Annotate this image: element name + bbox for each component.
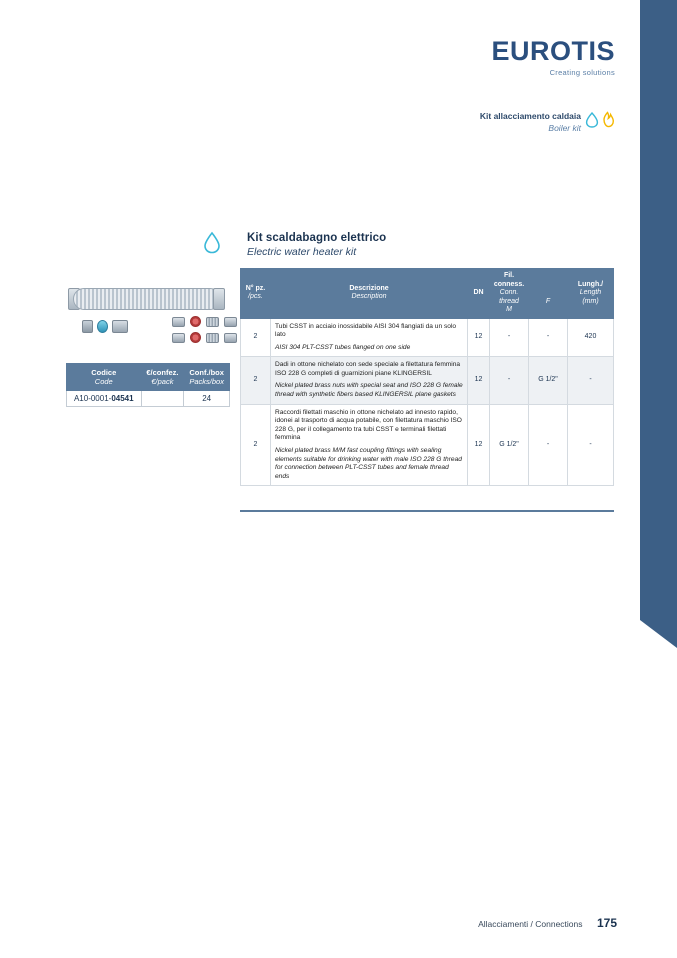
code-table-th-packs-en: Packs/box	[189, 377, 224, 386]
table-row	[241, 404, 614, 486]
product-title	[247, 232, 386, 258]
family-heading	[480, 110, 581, 134]
fitting-icon	[172, 333, 185, 343]
section-tab-label-it: Allacciamenti	[649, 712, 659, 770]
code-table-th-code-en: Code	[94, 377, 113, 386]
water-drop-icon	[587, 113, 598, 127]
spec-th-pcs-it: N° pz.	[245, 284, 266, 292]
fitting-icon	[206, 317, 219, 327]
spec-th-thread-f-spacer2	[531, 289, 565, 298]
spec-desc-en: Nickel plated brass nuts with special seat and ISO 228 G female thread with synthetic fibers based KLINGERSIL plane gaskets	[275, 382, 463, 399]
price-cell	[141, 391, 184, 407]
part-icon	[112, 320, 128, 333]
table-row	[241, 318, 614, 357]
code-table-header-row	[67, 364, 230, 391]
product-photo-small-parts	[82, 320, 128, 333]
spec-cell-thread-m: -	[490, 318, 529, 357]
spec-cell-thread-f: -	[529, 404, 568, 486]
spec-cell-dn: 12	[468, 318, 490, 357]
gas-flame-icon	[604, 113, 613, 127]
spec-cell-dn: 12	[468, 357, 490, 404]
fitting-seal-icon	[190, 316, 201, 327]
spec-cell-description	[271, 404, 468, 486]
spec-th-dn-label: DN	[473, 289, 484, 296]
product-title-en: Electric water heater kit	[247, 246, 357, 258]
family-icon-group	[583, 110, 617, 130]
brand-name: EUROTIS	[491, 36, 615, 66]
part-icon	[97, 320, 108, 333]
spec-th-thread-it: Fil. conness.	[493, 272, 525, 288]
product-title-it: Kit scaldabagno elettrico	[247, 232, 387, 244]
spec-th-pcs	[241, 269, 271, 319]
spec-th-thread-f	[529, 269, 568, 319]
page-footer	[0, 914, 677, 932]
packs-cell: 24	[184, 391, 230, 407]
spec-cell-length: 420	[568, 318, 614, 357]
table-row	[67, 391, 230, 407]
fitting-icon	[224, 317, 237, 327]
footer-section-label: Allacciamenti / Connections	[478, 919, 583, 929]
code-table-th-code	[67, 364, 142, 391]
spec-cell-thread-f: G 1/2"	[529, 357, 568, 404]
spec-table	[240, 268, 614, 486]
spec-cell-thread-m: -	[490, 357, 529, 404]
spec-cell-length: -	[568, 357, 614, 404]
spec-desc-en: AISI 304 PLT-CSST tubes flanged on one side	[275, 343, 411, 351]
fitting-row	[172, 316, 237, 327]
spec-th-length-it: Lungh./	[577, 280, 604, 288]
spec-cell-length: -	[568, 404, 614, 486]
fitting-icon	[224, 333, 237, 343]
spec-cell-thread-f: -	[529, 318, 568, 357]
code-table-th-price-it: €/confez.	[146, 368, 179, 377]
spec-th-dn	[468, 269, 490, 319]
spec-desc-en: Nickel plated brass M/M fast coupling fittings with sealing elements suitable for drinking water with male ISO 228 G thread for connection between PLT-CSST tubes and female thread ends	[275, 447, 462, 480]
product-photo-fittings	[172, 316, 237, 343]
spec-cell-description	[271, 318, 468, 357]
code-prefix: A10-0001-	[73, 394, 112, 403]
spec-th-thread-f-label: F	[545, 297, 551, 305]
code-table	[66, 363, 230, 407]
spec-th-description-it: Descrizione	[349, 284, 389, 292]
spec-cell-dn: 12	[468, 404, 490, 486]
section-tab-label	[649, 610, 671, 770]
brand-logo	[491, 38, 615, 77]
section-tab-label-en: / Connections	[660, 715, 670, 770]
spec-desc-it: Dadi in ottone nichelato con sede speciale a filettatura femmina ISO 228 G completi di guarnizioni piane KLINGERSIL	[275, 361, 461, 377]
spec-th-length-unit: (mm)	[582, 297, 599, 305]
section-tab	[640, 0, 677, 770]
spec-th-description	[271, 269, 468, 319]
code-cell	[67, 391, 142, 407]
spec-th-thread-m: M	[506, 306, 512, 313]
spec-cell-pcs: 2	[241, 404, 271, 486]
code-table-th-code-it: Codice	[91, 368, 117, 377]
table-row	[241, 357, 614, 404]
family-icons	[583, 110, 617, 130]
water-drop-icon	[202, 231, 222, 255]
product-photo-hose	[73, 288, 221, 310]
fitting-icon	[172, 317, 185, 327]
spec-cell-thread-m: G 1/2"	[490, 404, 529, 486]
product-icon	[202, 231, 222, 260]
brand-tagline: Creating solutions	[549, 68, 615, 77]
spec-th-pcs-en: /pcs.	[248, 293, 263, 301]
family-heading-en: Boiler kit	[548, 123, 581, 133]
code-table-th-packs-it: Conf./box	[189, 368, 224, 377]
spec-th-thread-en: Conn. thread	[499, 289, 519, 305]
spec-table-bottom-rule	[240, 510, 614, 512]
code-table-th-packs	[184, 364, 230, 391]
fitting-seal-icon	[190, 332, 201, 343]
spec-table-header-row	[241, 269, 614, 319]
spec-th-thread-m	[490, 269, 529, 319]
part-icon	[82, 320, 93, 333]
code-table-th-price	[141, 364, 184, 391]
fitting-row	[172, 332, 237, 343]
code-suffix: 04541	[111, 394, 134, 403]
spec-cell-pcs: 2	[241, 357, 271, 404]
spec-desc-it: Raccordi filettati maschio in ottone nichelato ad innesto rapido, idonei al trasporto di acqua potabile, con filettatura maschio ISO 228 G, per il collegamento tra tubi CSST e terminali filettati femmina	[275, 408, 462, 442]
hose-end-right	[213, 288, 225, 310]
spec-th-description-en: Description	[351, 293, 387, 301]
family-heading-it: Kit allacciamento caldaia	[479, 111, 581, 121]
spec-th-length	[568, 269, 614, 319]
spec-th-thread-f-spacer	[531, 281, 565, 290]
fitting-icon	[206, 333, 219, 343]
spec-cell-description	[271, 357, 468, 404]
spec-cell-pcs: 2	[241, 318, 271, 357]
code-table-th-price-en: €/pack	[151, 377, 174, 386]
spec-th-length-en: Length	[579, 289, 602, 296]
spec-desc-it: Tubi CSST in acciaio inossidabile AISI 304 flangiati da un solo lato	[275, 322, 457, 339]
page-number: 175	[596, 916, 617, 930]
